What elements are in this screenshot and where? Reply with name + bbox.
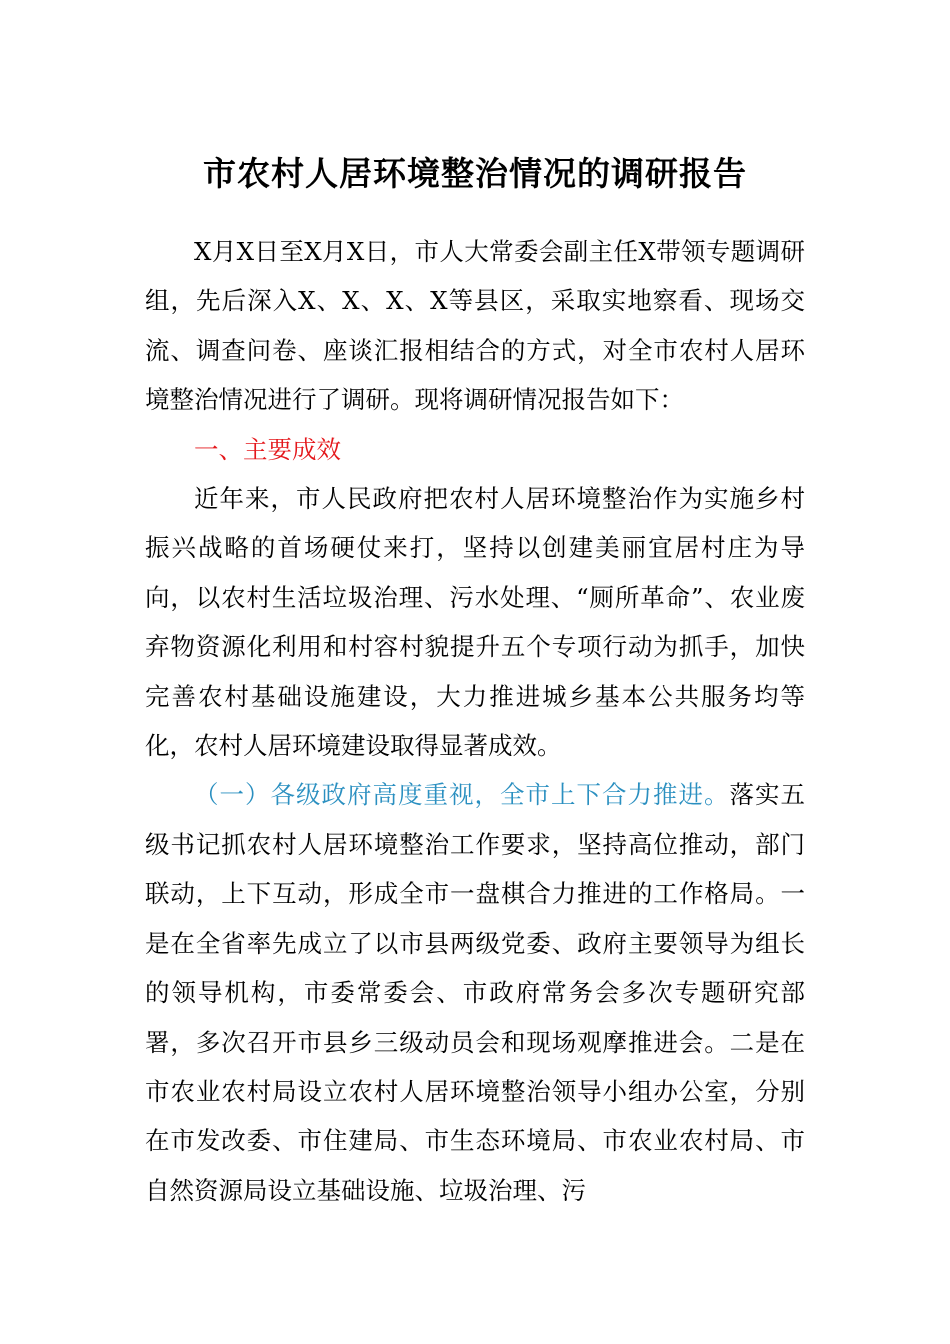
intro-paragraph: X月X日至X月X日，市人大常委会副主任X带领专题调研组，先后深入X、X、X、X等县区，采取实地察看、现场交流、调查问卷、座谈汇报相结合的方式，对全市农村人居环境整治情况进行了调研。现将调研情况报告如下： xyxy=(145,237,805,415)
document-title: 市农村人居环境整治情况的调研报告 xyxy=(203,154,747,193)
section-heading: 一、主要成效 xyxy=(194,434,341,464)
subsection-body: 落实五级书记抓农村人居环境整治工作要求，坚持高位推动，部门联动，上下互动，形成全市一盘棋合力推进的工作格局。一是在全省率先成立了以市县两级党委、政府主要领导为组长的领导机构，市委常委会、市政府常务会多次专题研究部署，多次召开市县乡三级动员会和现场观摩推进会。二是在市农业农村局设立农村人居环境整治领导小组办公室，分别在市发改委、市住建局、市生态环境局、市农业农村局、市自然资源局设立基础设施、垃圾治理、污 xyxy=(145,780,805,1205)
subsection-heading: （一）各级政府高度重视，全市上下合力推进。 xyxy=(194,780,730,810)
subsection-paragraph xyxy=(145,770,805,1215)
document-page xyxy=(145,150,805,1215)
section-paragraph: 近年来，市人民政府把农村人居环境整治作为实施乡村振兴战略的首场硬仗来打，坚持以创建美丽宜居村庄为导向，以农村生活垃圾治理、污水处理、“厕所革命”、农业废弃物资源化利用和村容村貌提升五个专项行动为抓手，加快完善农村基础设施建设，大力推进城乡基本公共服务均等化，农村人居环境建设取得显著成效。 xyxy=(145,484,805,761)
